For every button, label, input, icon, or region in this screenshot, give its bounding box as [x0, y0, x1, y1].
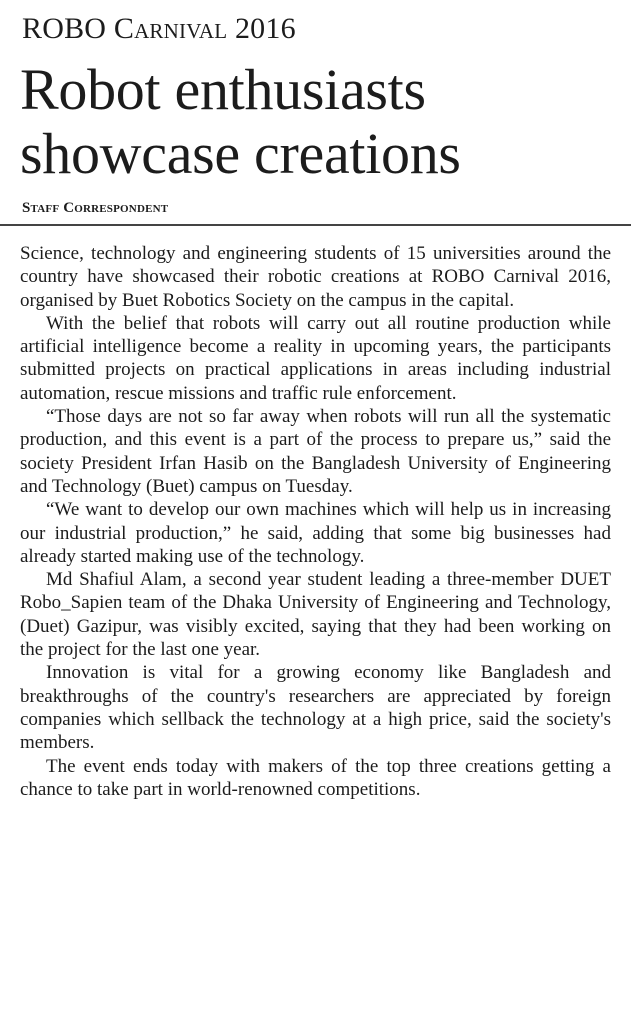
paragraph: “We want to develop our own machines which will help us in increasing our industrial production,” he said, adding that some big businesses had already started making use of the technology. — [20, 499, 611, 567]
headline: Robot enthusiasts showcase creations — [20, 57, 461, 186]
paragraph: The event ends today with makers of the top three creations getting a chance to take part in world-renowned competitions. — [20, 755, 611, 800]
byline: Staff Correspondent — [22, 200, 169, 216]
paragraph: Innovation is vital for a growing economy like Bangladesh and breakthroughs of the country's researchers are appreciated by foreign companies which sellback the technology at a high price, said the society's members. — [20, 662, 611, 754]
section-kicker — [22, 12, 296, 46]
kicker-carnival: Carnival — [113, 12, 228, 45]
paragraph: Science, technology and engineering students of 15 universities around the country have showcased their robotic creations at ROBO Carnival 2016, organised by Buet Robotics Society on the campus in the capital. — [20, 243, 611, 311]
kicker-year: 2016 — [234, 12, 296, 45]
paragraph: “Those days are not so far away when robots will run all the systematic production, and this event is a part of the process to prepare us,” said the society President Irfan Hasib on the Bangladesh University of Engineering and Technology (Buet) campus on Tuesday. — [20, 406, 611, 497]
paragraph: Md Shafiul Alam, a second year student leading a three-member DUET Robo_Sapien team of the Dhaka University of Engineering and Technology, (Duet) Gazipur, was visibly excited, saying that they had been working on the project for the last one year. — [20, 569, 611, 661]
kicker-robo: ROBO — [22, 12, 107, 45]
article-body — [20, 242, 611, 801]
byline-divider — [0, 224, 631, 226]
paragraph: With the belief that robots will carry out all routine production while artificial intelligence become a reality in upcoming years, the participants submitted projects on practical applications in areas including industrial automation, rescue missions and traffic rule enforcement. — [20, 312, 611, 404]
